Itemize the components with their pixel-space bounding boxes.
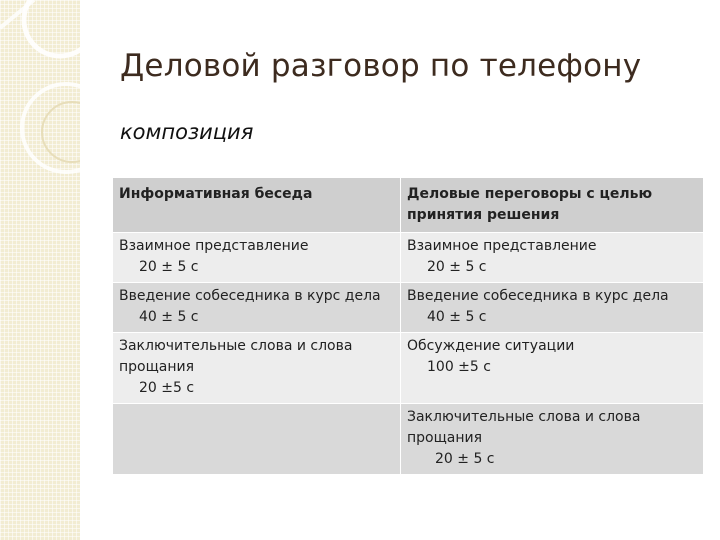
decorative-side-panel — [0, 0, 80, 540]
table-header-row — [113, 178, 703, 233]
stage-label: Заключительные слова и слова прощания — [407, 409, 641, 446]
stage-label: Взаимное представление — [119, 238, 309, 254]
composition-table — [113, 178, 703, 475]
table-cell — [113, 233, 401, 283]
table-row — [113, 283, 703, 333]
stage-label: Введение собеседника в курс дела — [119, 288, 381, 304]
slide-title: Деловой разговор по телефону — [120, 48, 642, 84]
table-cell — [113, 333, 401, 404]
stage-duration: 20 ± 5 с — [139, 259, 199, 275]
header-business-negotiations: Деловые переговоры с целью принятия решения — [401, 178, 704, 233]
stage-duration: 20 ± 5 с — [427, 259, 487, 275]
table-row — [113, 404, 703, 475]
stage-duration: 40 ± 5 с — [427, 309, 487, 325]
table-cell — [401, 283, 704, 333]
header-informative-conversation: Информативная беседа — [113, 178, 401, 233]
table-cell — [401, 333, 704, 404]
stage-duration: 40 ± 5 с — [139, 309, 199, 325]
stage-label: Обсуждение ситуации — [407, 338, 575, 354]
table-cell — [401, 233, 704, 283]
decorative-circles-icon — [0, 0, 80, 540]
stage-label: Введение собеседника в курс дела — [407, 288, 669, 304]
table-row — [113, 233, 703, 283]
stage-duration: 20 ±5 с — [139, 380, 195, 396]
stage-label: Взаимное представление — [407, 238, 597, 254]
table-row — [113, 333, 703, 404]
stage-label: Заключительные слова и слова прощания — [119, 338, 353, 375]
table-cell — [401, 404, 704, 475]
table-cell — [113, 283, 401, 333]
table-cell-empty — [113, 404, 401, 475]
stage-duration: 100 ±5 с — [427, 359, 491, 375]
stage-duration: 20 ± 5 с — [435, 451, 495, 467]
slide-subtitle: композиция — [120, 120, 254, 144]
